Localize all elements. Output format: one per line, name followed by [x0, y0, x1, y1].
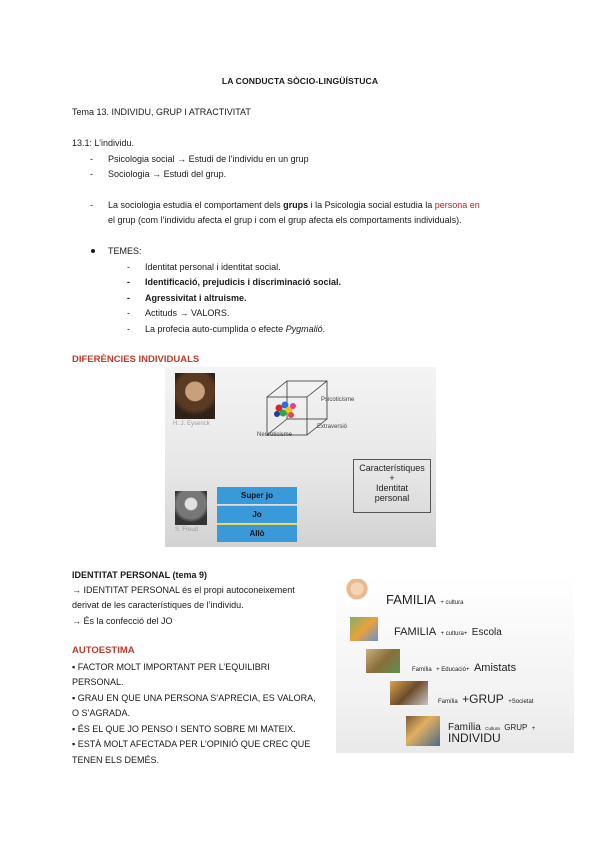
tema-text: La profecia auto-cumplida o efecte: [145, 324, 284, 334]
box-plus: +: [389, 473, 395, 483]
box-line: Característiques: [359, 463, 425, 473]
item-label: Sociologia: [108, 169, 150, 179]
list-item-sociologia: [108, 168, 226, 180]
tema-item: - Identitat personal i identitat social.: [145, 261, 281, 273]
bullet-icon: [91, 249, 95, 253]
row-text: GRUP: [504, 723, 528, 732]
arrow-icon: →: [152, 169, 162, 179]
tema-item-actituds: [145, 307, 229, 319]
box-line: Identitat: [375, 483, 409, 493]
tema-period: .: [322, 324, 326, 334]
school-photo: [366, 649, 400, 673]
identitat-line: derivat de les característiques de l’individu.: [72, 600, 244, 610]
document-title: LA CONDUCTA SÒCIO-LINGÜÍSTUCA: [221, 76, 379, 86]
row-3: [412, 658, 516, 676]
row-1: [386, 591, 464, 609]
paragraph-line2: el grup (com l’individu afecta el grup i com el grup afecta els comportaments individuals).: [108, 215, 462, 225]
tema-italic: Pygmalió: [285, 324, 323, 334]
layer-allo: Allò: [217, 524, 297, 542]
row-text-small: Família: [438, 699, 458, 705]
row-text-small: +Societat: [508, 699, 534, 705]
arrow-icon: →: [177, 154, 187, 164]
row-text: Amistats: [473, 662, 517, 674]
photo-caption: H. J. Eysenck: [173, 421, 210, 427]
layer-super-jo: Super jo: [217, 487, 297, 504]
tema-item: - Identificació, prejudicis i discriminació social.: [145, 276, 341, 288]
row-text-small: Cultura: [485, 726, 500, 731]
tema-item: - Agressivitat i altruisme.: [145, 292, 247, 304]
box-line: personal: [374, 493, 410, 503]
identitat-heading: [72, 569, 207, 581]
baby-illustration: [346, 579, 368, 607]
section-heading: 13.1: L’individu.: [72, 138, 135, 148]
item-text: Estudi de l’individu en un grup: [188, 154, 309, 164]
row-text-small: +: [531, 726, 536, 732]
row-text: +GRUP: [462, 692, 504, 706]
autoestima-line: O S’AGRADA.: [72, 708, 131, 718]
item-text: Estudi del grup.: [163, 169, 227, 179]
group-photo: [406, 716, 440, 746]
autoestima-line: PERSONAL.: [72, 677, 124, 687]
layer-jo: Jo: [217, 505, 297, 523]
family-photo: [350, 617, 378, 641]
axis-label-psicoticisme: Psicoticisme: [321, 397, 355, 403]
eysenck-photo: [175, 373, 215, 419]
autoestima-heading: AUTOESTIMA: [72, 645, 135, 656]
axis-label-extraversio: Extraversió: [317, 424, 348, 430]
para-text: i la Psicologia social estudia la: [310, 200, 433, 210]
autoestima-line: ▪ ESTÀ MOLT AFECTADA PER L’OPINIÓ QUE CREC QUE: [72, 739, 311, 749]
autoestima-line: ▪ GRAU EN QUE UNA PERSONA S’APRECIA, ES VALORA,: [72, 693, 316, 703]
row-text: FAMILIA: [394, 626, 437, 638]
characteristics-box: [353, 459, 431, 513]
autoestima-line: TENEN ELS DEMÉS.: [72, 755, 160, 765]
axis-label-neuroticisme: Neuroticisme: [257, 432, 293, 438]
row-5-individu: INDIVIDU: [448, 731, 501, 745]
row-text: FAMILIA: [386, 592, 436, 607]
freud-photo: [175, 491, 207, 525]
row-4: [438, 690, 533, 708]
autoestima-line: ▪ FACTOR MOLT IMPORTANT PER L’EQUILIBRI: [72, 662, 270, 672]
identitat-line: → És la confecció del JO: [72, 616, 173, 626]
heading-text: IDENTITAT PERSONAL: [72, 570, 171, 580]
friends-photo: [390, 681, 428, 705]
row-text: Escola: [471, 627, 502, 638]
row-text-small: + cultura: [440, 600, 464, 606]
row-text-small: Família: [412, 667, 432, 673]
tema-item-pygmalio: [145, 323, 325, 335]
item-label: Psicologia social: [108, 154, 175, 164]
personality-figure: [165, 367, 436, 547]
section-heading-diferencies: DIFERÈNCIES INDIVIDUALS: [72, 354, 200, 365]
row-text-small: + cultura+: [440, 631, 468, 637]
list-item-psicologia: [108, 153, 309, 165]
paragraph-sociologia: [108, 199, 528, 211]
tema-text: VALORS.: [191, 308, 230, 318]
arrow-icon: →: [179, 308, 189, 318]
socialization-figure: [336, 575, 574, 753]
autoestima-line: ▪ ÉS EL QUE JO PENSO I SENTO SOBRE MI MATEIX.: [72, 724, 296, 734]
row-2: [394, 622, 502, 640]
trait-spheres: [274, 402, 296, 419]
para-text: La sociologia estudia el comportament dels: [108, 200, 281, 210]
para-highlight-persona: persona: [434, 200, 468, 210]
theme-heading: Tema 13. INDIVIDU, GRUP I ATRACTIVITAT: [72, 107, 251, 117]
para-highlight-en: en: [469, 200, 480, 210]
tema-text: Actituds: [145, 308, 178, 318]
para-bold-grups: grups: [283, 200, 309, 210]
temes-label: TEMES:: [108, 246, 142, 256]
row-text: Família: [448, 722, 481, 733]
photo-caption: S. Freud: [175, 527, 199, 533]
identitat-line: → IDENTITAT PERSONAL és el propi autoconeixement: [72, 585, 295, 595]
heading-suffix: (tema 9): [172, 570, 208, 580]
row-text-small: + Educació+: [436, 667, 470, 673]
